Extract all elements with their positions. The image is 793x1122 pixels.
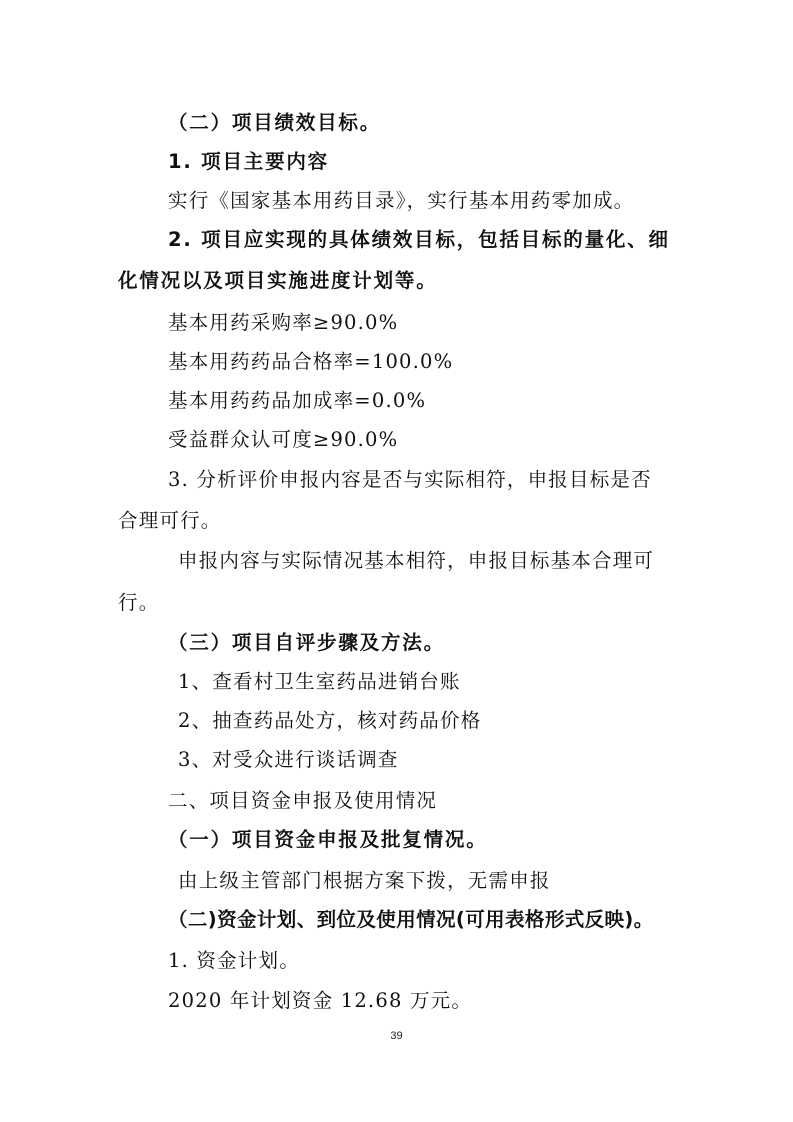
subheading-analysis-cont: 合理可行。 (118, 509, 222, 532)
indicator-qualification-rate: 基本用药药品合格率=100.0% (168, 350, 454, 373)
subheading-analysis: 3. 分析评价申报内容是否与实际相符，申报目标是否 (168, 468, 652, 491)
section-heading-fund-plan: （二)资金计划、到位及使用情况(可用表格形式反映)。 (168, 908, 654, 931)
indicator-satisfaction: 受益群众认可度≥90.0% (168, 428, 399, 451)
paragraph-main-content: 实行《国家基本用药目录》，实行基本用药零加成。 (168, 189, 635, 212)
subheading-specific-goals-cont: 化情况以及项目实施进度计划等。 (118, 269, 438, 292)
chapter-heading-funding: 二、项目资金申报及使用情况 (168, 789, 438, 812)
indicator-markup-rate: 基本用药药品加成率=0.0% (168, 389, 427, 412)
indicator-purchase-rate: 基本用药采购率≥90.0% (168, 311, 399, 334)
paragraph-analysis: 申报内容与实际情况基本相符，申报目标基本合理可 (178, 549, 655, 572)
list-item-step-2: 2、抽查药品处方，核对药品价格 (178, 709, 482, 732)
section-heading-fund-application: （一）项目资金申报及批复情况。 (168, 828, 488, 851)
section-heading-self-evaluation: （三）项目自评步骤及方法。 (168, 631, 445, 654)
paragraph-fund-application: 由上级主管部门根据方案下拨，无需申报 (178, 869, 551, 892)
list-item-step-1: 1、查看村卫生室药品进销台账 (178, 670, 461, 693)
subheading-fund-plan: 1. 资金计划。 (168, 949, 300, 972)
list-item-step-3: 3、对受众进行谈话调查 (178, 748, 399, 771)
paragraph-analysis-cont: 行。 (118, 591, 160, 614)
paragraph-fund-plan: 2020 年计划资金 12.68 万元。 (168, 989, 473, 1012)
subheading-specific-goals: 2. 项目应实现的具体绩效目标，包括目标的量化、细 (168, 228, 670, 251)
subheading-main-content: 1. 项目主要内容 (168, 150, 329, 173)
page-number: 39 (390, 1030, 403, 1042)
section-heading-performance-goals: （二）项目绩效目标。 (168, 111, 382, 134)
